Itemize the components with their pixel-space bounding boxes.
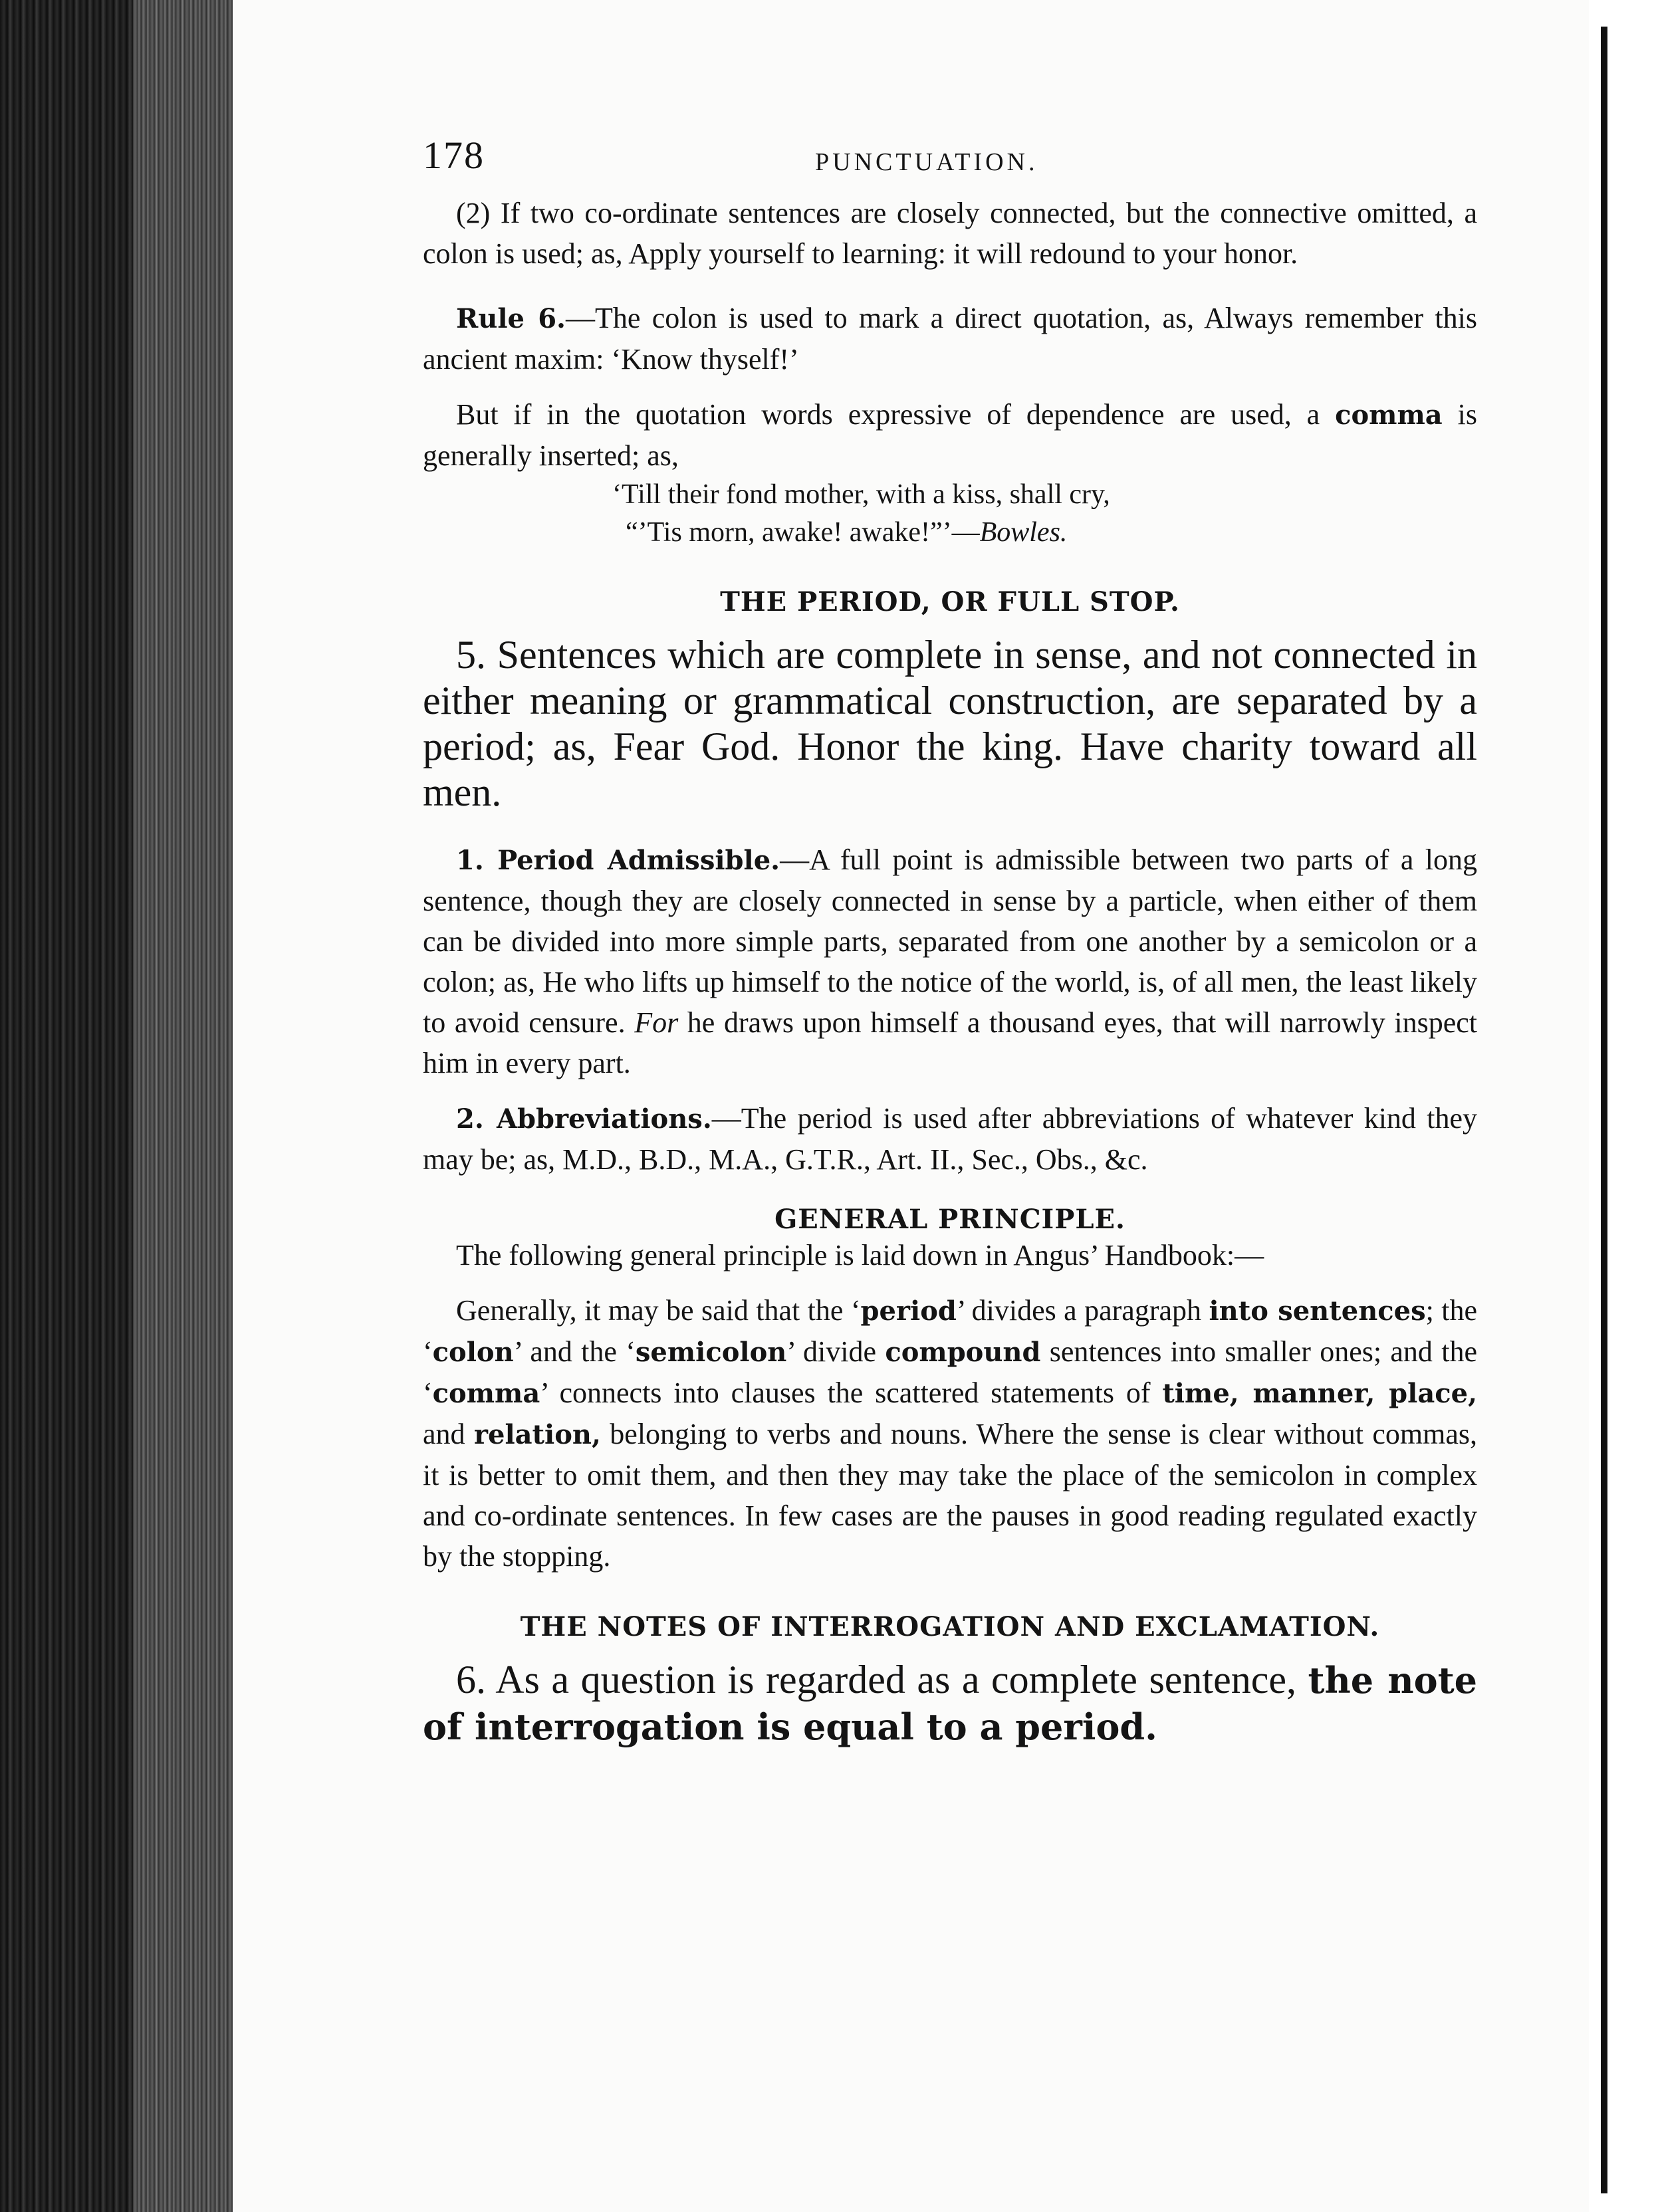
paragraph-rule-6	[423, 298, 1477, 380]
paragraph-abbreviations	[423, 1098, 1477, 1180]
general-text-8: and	[423, 1418, 474, 1450]
heading-period: THE PERIOD, OR FULL STOP.	[720, 586, 1180, 617]
general-text-3: ; the ‘	[423, 1294, 1478, 1368]
general-text-5: ’ divide	[786, 1335, 886, 1368]
page-header	[423, 133, 1477, 193]
general-text-1: Generally, it may be said that the ‘	[456, 1294, 861, 1327]
period-admissible-italic: For	[634, 1006, 679, 1039]
right-page-edge	[1589, 0, 1654, 2212]
paragraph-quotation	[423, 394, 1477, 476]
page-edge-line	[1601, 27, 1607, 2193]
general-bold-compound: compound	[885, 1337, 1041, 1368]
verse-line-1: ‘Till their fond mother, with a kiss, shall cry,	[612, 479, 1110, 510]
general-text-6: sentences into smaller ones; and the ‘	[423, 1335, 1477, 1409]
period-admissible-text-before: —A full point is admissible between two parts of a long sentence, though they are closely connected in sense by a particle, when either of them can be divided into more simple parts, separated from one another by a semicolon or a colon; as, He who lifts up himself to the notice of the world, is, of all men, the least likely to avoid censure.	[423, 843, 1477, 1039]
paragraph-colon-2: (2) If two co-ordinate sentences are closely connected, but the connective omitted, a colon is used; as, Apply yourself to learning: it will redound to your honor.	[423, 197, 1477, 270]
quotation-text-before: But if in the quotation words expressive of dependence are used, a	[456, 398, 1336, 431]
abbreviations-text: —The period is used after abbreviations of whatever kind they may be; as, M.D., B.D., M.A., G.T.R., Art. II., Sec., Obs., &c.	[423, 1102, 1477, 1176]
verse-line-2-text: “’Tis morn, awake! awake!”’—	[626, 517, 980, 548]
general-bold-time-manner-place: time, manner, place,	[1162, 1378, 1477, 1409]
rule-6-label: Rule 6.	[456, 303, 566, 334]
general-bold-relation: relation,	[473, 1419, 601, 1450]
page-edges	[133, 0, 233, 2212]
heading-general-principle: GENERAL PRINCIPLE.	[774, 1204, 1125, 1235]
paragraph-period-admissible	[423, 839, 1477, 1083]
verse-author: Bowles.	[979, 517, 1068, 548]
general-text-9: belonging to verbs and nouns. Where the sense is clear without commas, it is better to omit them, and then they may take the place of the semicolon in complex and co-ordinate sentences. In few cases are the pauses in good reading regulated exactly by the stopping.	[423, 1418, 1478, 1573]
heading-interrogation: THE NOTES OF INTERROGATION AND EXCLAMATION.	[520, 1611, 1380, 1642]
general-text-7: ’ connects into clauses the scattered statements of	[540, 1377, 1163, 1409]
verse-quote	[423, 476, 1477, 552]
general-bold-comma: comma	[432, 1378, 540, 1409]
rule-5-paragraph: 5. Sentences which are complete in sense, and not connected in either meaning or grammatical construction, are separated by a period; as, Fear God. Honor the king. Have charity toward all men.	[423, 633, 1477, 814]
period-admissible-label: 1. Period Admissible.	[456, 845, 780, 876]
period-admissible-text-after: he draws upon himself a thousand eyes, that will narrowly inspect him in every part.	[423, 1006, 1477, 1079]
abbreviations-label: 2. Abbreviations.	[456, 1103, 712, 1135]
comma-bold: comma	[1335, 399, 1443, 431]
page-content	[423, 133, 1477, 1750]
rule-6-interrogation-text: 6. As a question is regarded as a complete sentence,	[456, 1658, 1308, 1702]
rule-6-interrogation-bold: the note of interrogation is equal to a period.	[423, 1659, 1477, 1748]
quotation-text-after: is generally inserted; as,	[423, 398, 1477, 472]
verse-line-2	[612, 514, 1477, 552]
rule-6-interrogation-paragraph	[423, 1657, 1477, 1750]
general-bold-sentences: into sentences	[1209, 1295, 1426, 1327]
general-bold-colon: colon	[432, 1337, 514, 1368]
running-head: PUNCTUATION.	[815, 148, 1038, 176]
general-text-2: ’ divides a paragraph	[956, 1294, 1209, 1327]
rule-6-text: —The colon is used to mark a direct quotation, as, Always remember this ancient maxim: ‘Know thyself!’	[423, 302, 1477, 376]
paragraph-general-intro: The following general principle is laid down in Angus’ Handbook:—	[456, 1239, 1264, 1272]
paragraph-general-principle	[423, 1290, 1477, 1577]
page-number: 178	[423, 134, 485, 177]
general-text-4: ’ and the ‘	[513, 1335, 636, 1368]
general-bold-semicolon: semicolon	[635, 1337, 787, 1368]
general-bold-period: period	[860, 1295, 957, 1327]
